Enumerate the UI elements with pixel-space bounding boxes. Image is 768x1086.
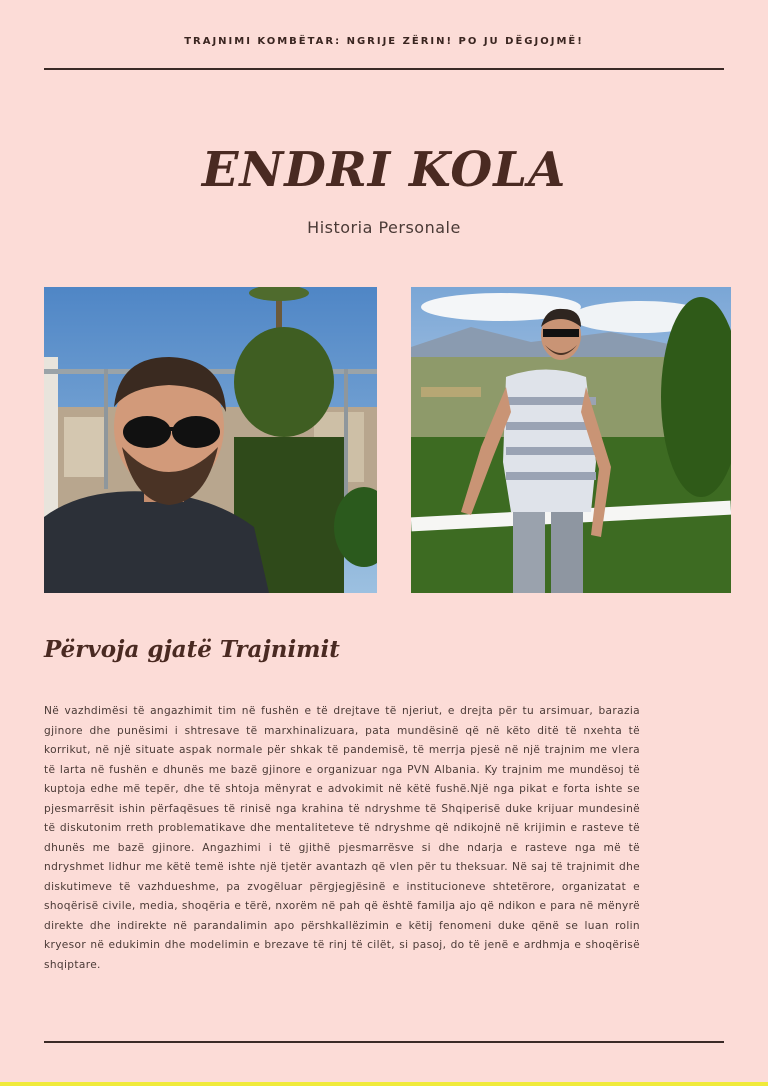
section-heading: Përvoja gjatë Trajnimit: [44, 636, 340, 663]
top-divider: [44, 68, 724, 70]
photo-landscape-image: [411, 287, 731, 593]
header-tagline: TRAJNIMI KOMBËTAR: NGRIJE ZËRIN! PO JU DËGJOJMË!: [184, 36, 584, 47]
photo-selfie: [44, 287, 377, 593]
page-subtitle: Historia Personale: [307, 218, 461, 237]
photo-selfie-image: [44, 287, 377, 593]
bottom-accent-strip: [0, 1082, 768, 1086]
section-body: Në vazhdimësi të angazhimit tim në fushën e të drejtave të njeriut, e drejta për tu arsimuar, barazia gjinore dhe punësimi i shtresave të marxhinalizuara, pata mundësinë që në këto ditë të nxehta të korrikut, në një situate aspak normale për shkak të pandemisë, të merrja pjesë në një trajnim me vlera të larta në fushën e dhunës me bazë gjinore e organizuar nga PVN Albania. Ky trajnim me mundësoj të kuptoja edhe më tepër, dhe të shtoja mënyrat e advokimit në këtë fushë.Një nga pikat e forta ishte se pjesmarrësit ishin përfaqësues të rinisë nga krahina të ndryshme të Shqiperisë duke krijuar mundesinë të diskutonim rreth problematikave dhe mentaliteteve të ndryshme që ndikojnë në krijimin e rasteve të dhunës me bazë gjinore. Angazhimi i të gjithë pjesmarrësve si dhe ndarja e rasteve nga më të ndryshmet lidhur me këtë temë ishte një tjetër avantazh që vlen për tu theksuar. Në saj të trajnimit dhe diskutimeve të vazhdueshme, pa zvogëluar përgjegjësinë e institucioneve shtetërore, organizatat e shoqërisë civile, media, shoqëria e tërë, nxorëm në pah që është familja ajo që ndikon e para në mënyrë direkte dhe indirekte në parandalimin apo përshkallëzimin e këtij fenomeni duke qënë se luan rolin kryesor në edukimin dhe modelimin e brezave të rinj të cilët, si pasoj, do të jenë e ardhmja e shoqërisë shqiptare.: [44, 705, 640, 971]
page-title: ENDRI KOLA: [201, 142, 567, 198]
photo-landscape: [411, 287, 731, 593]
bottom-divider: [44, 1041, 724, 1043]
